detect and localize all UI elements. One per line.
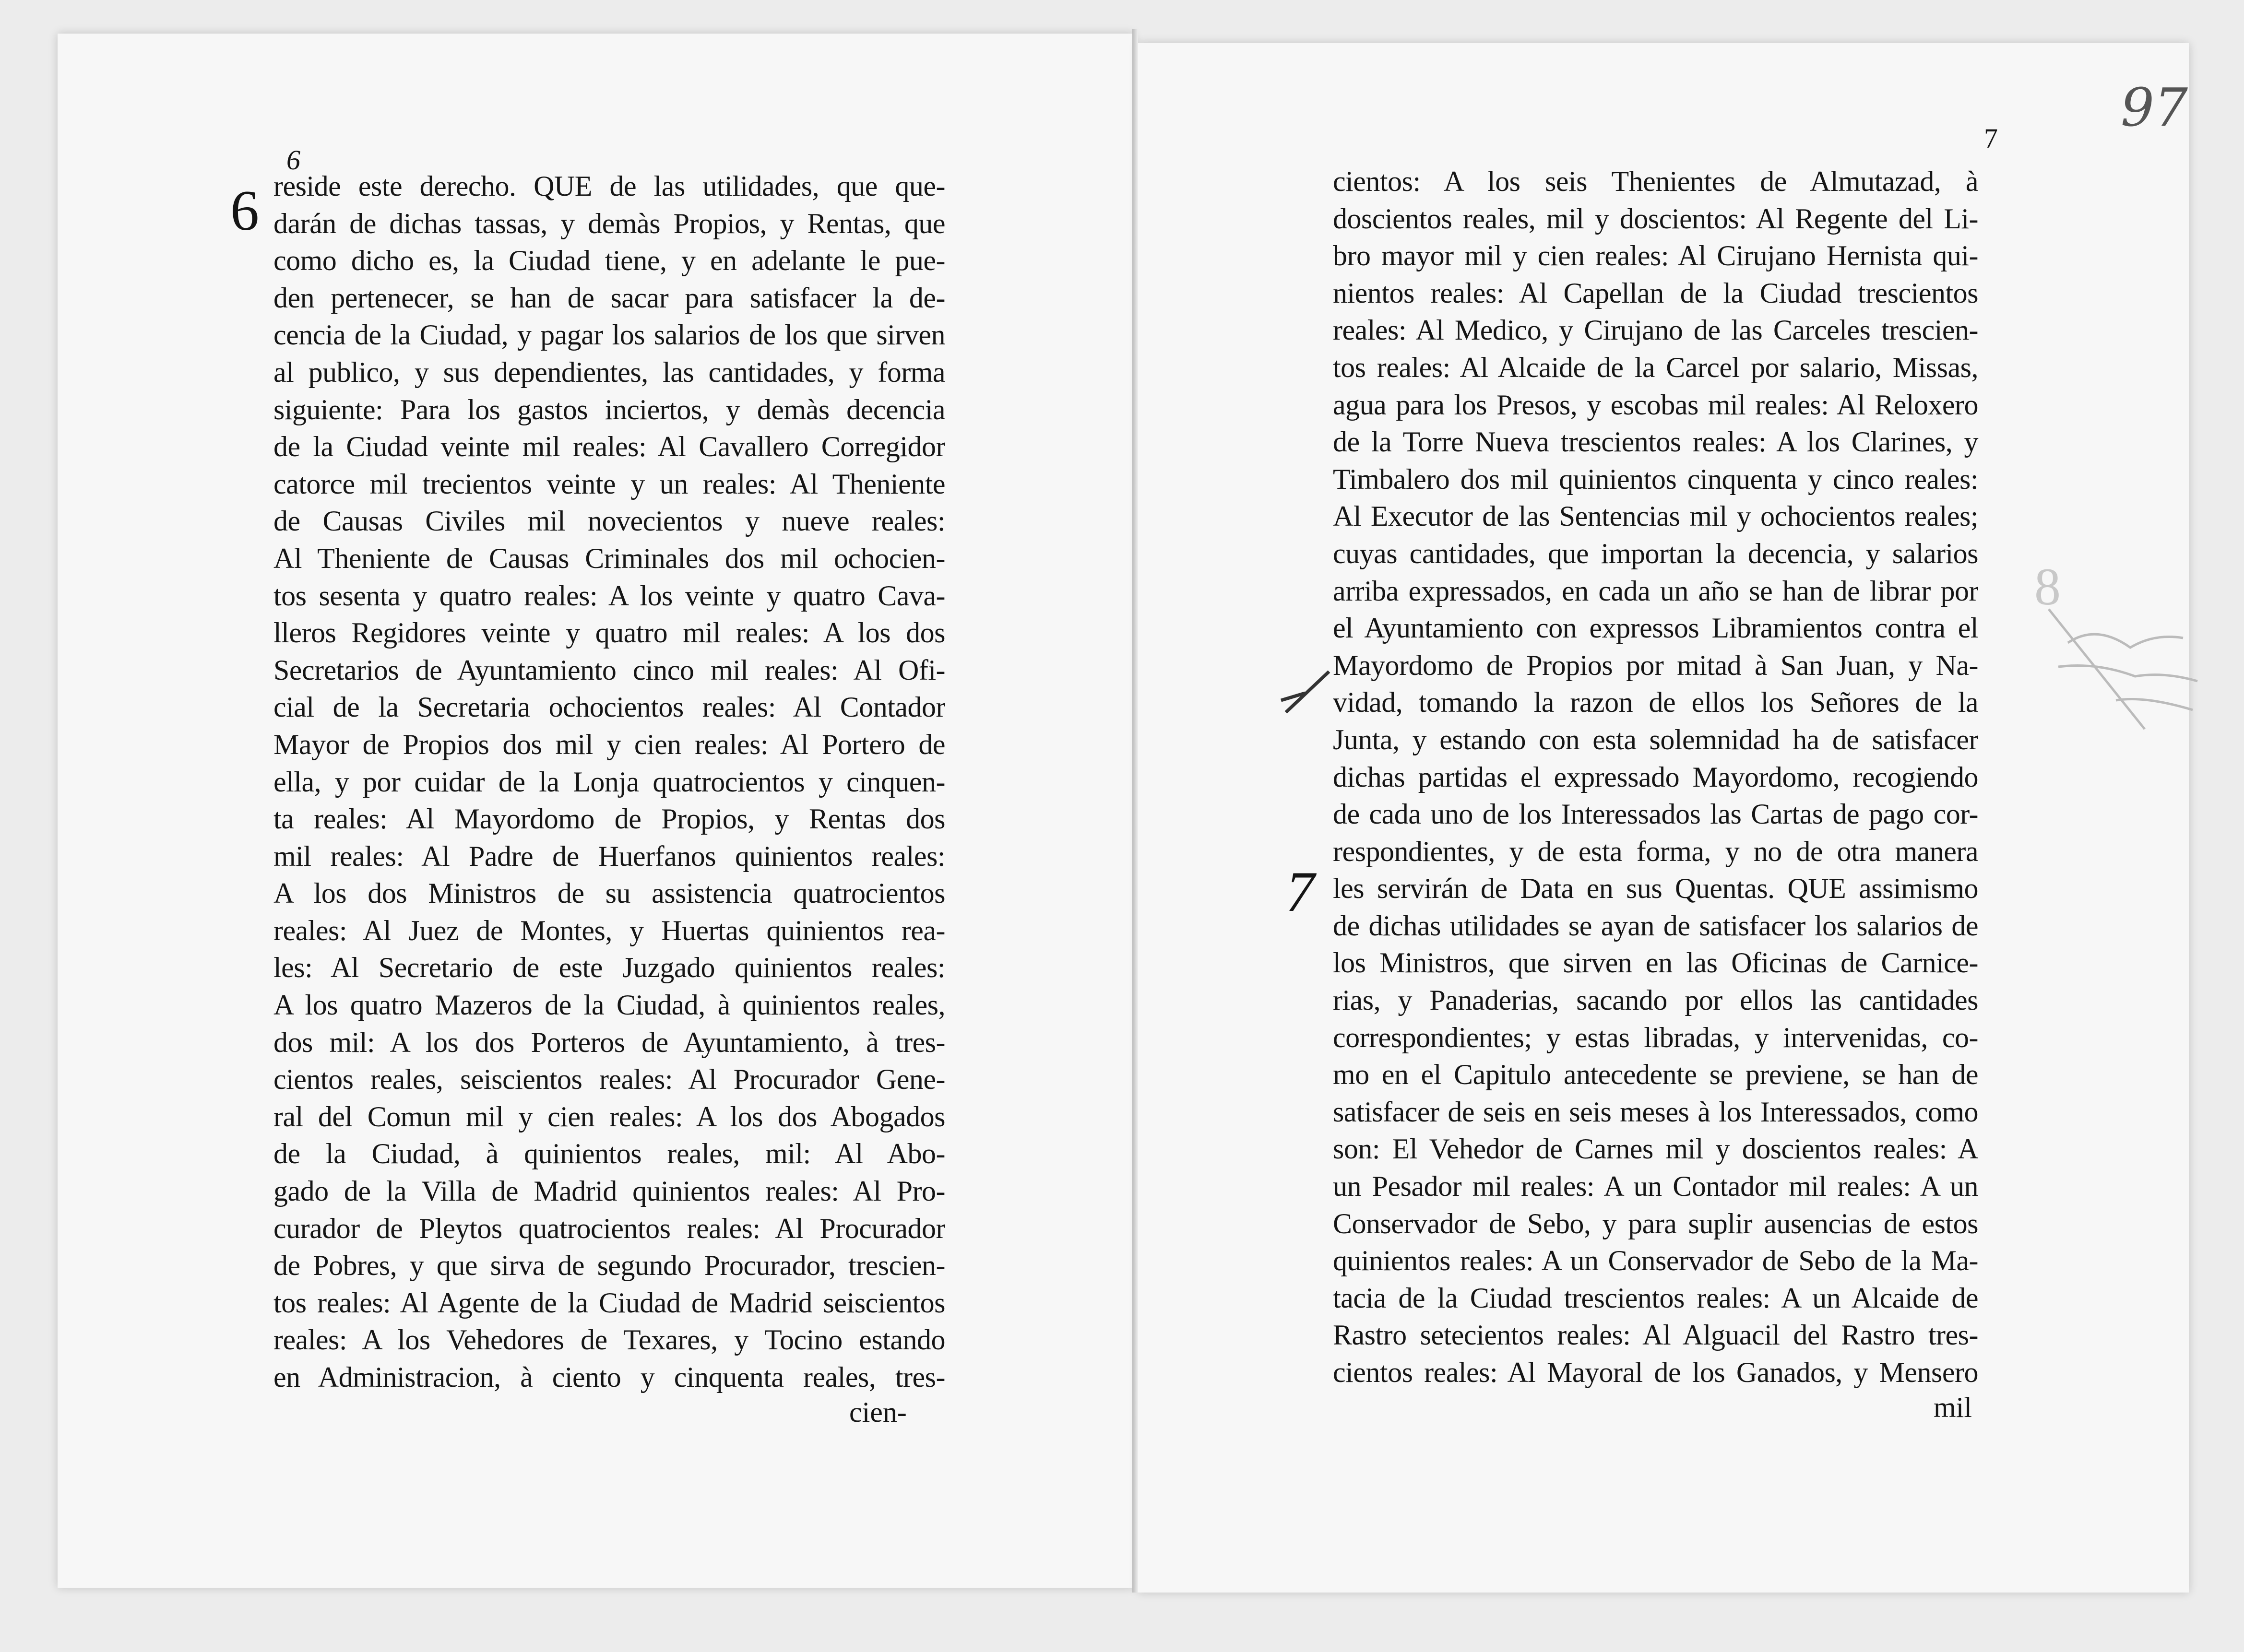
text-line: de la Ciudad veinte mil reales: Al Cavallero Corregidor — [273, 431, 945, 463]
text-line: rias, y Panaderias, sacando por ellos las cantidades — [1333, 984, 1978, 1016]
left-page-number: 6 — [286, 144, 300, 176]
text-line: cuyas cantidades, que importan la decencia, y salarios — [1333, 537, 1978, 569]
handwritten-check-mark-icon — [1276, 667, 1334, 720]
text-line: Junta, y estando con esta solemnidad ha de satisfacer — [1333, 723, 1978, 755]
faint-marginal-note-icon — [2039, 604, 2221, 748]
text-line: A los dos Ministros de su assistencia quatrocientos — [273, 877, 945, 909]
text-line: de Pobres, y que sirva de segundo Procurador, trescien- — [273, 1250, 945, 1282]
text-line: al publico, y sus dependientes, las cantidades, y forma — [273, 356, 945, 388]
text-line: mil reales: Al Padre de Huerfanos quinientos reales: — [273, 840, 945, 872]
text-line: reales: Al Juez de Montes, y Huertas quinientos rea- — [273, 914, 945, 946]
text-line: dos mil: A los dos Porteros de Ayuntamiento, à tres- — [273, 1026, 945, 1058]
text-line: reales: Al Medico, y Cirujano de las Carceles trescien- — [1333, 314, 1978, 346]
text-line: el Ayuntamiento con expressos Libramientos contra el — [1333, 612, 1978, 644]
text-line: ella, y por cuidar de la Lonja quatrocientos y cinquen- — [273, 766, 945, 798]
text-line: den pertenecer, se han de sacar para satisfacer la de- — [273, 282, 945, 314]
text-line: tacia de la Ciudad trescientos reales: A un Alcaide de — [1333, 1282, 1978, 1314]
text-line: vidad, tomando la razon de ellos los Señores de la — [1333, 686, 1978, 719]
right-catchword: mil — [1934, 1392, 1972, 1423]
text-line: un Pesador mil reales: A un Contador mil reales: A un — [1333, 1170, 1978, 1203]
text-line: en Administracion, à ciento y cinquenta reales, tres- — [273, 1361, 945, 1393]
text-line: siguiente: Para los gastos inciertos, y demàs decencia — [273, 393, 945, 425]
text-line: de la Ciudad, à quinientos reales, mil: Al Abo- — [273, 1138, 945, 1170]
right-text-column — [1333, 163, 1978, 1392]
text-line: ta reales: Al Mayordomo de Propios, y Rentas dos — [273, 803, 945, 835]
left-margin-section-number: 6 — [230, 178, 259, 242]
right-margin-section-number: 7 — [1286, 860, 1315, 923]
handwritten-folio-number: 97 — [2121, 77, 2188, 138]
text-line: de cada uno de los Interessados las Cartas de pago cor- — [1333, 798, 1978, 830]
text-line: Secretarios de Ayuntamiento cinco mil reales: Al Ofi- — [273, 654, 945, 686]
text-line: agua para los Presos, y escobas mil reales: Al Reloxero — [1333, 389, 1978, 421]
text-line: cencia de la Ciudad, y pagar los salarios de los que sirven — [273, 319, 945, 351]
text-line: mo en el Capitulo antecedente se previene, se han de — [1333, 1059, 1978, 1091]
text-line: curador de Pleytos quatrocientos reales: Al Procurador — [273, 1212, 945, 1244]
text-line: correspondientes; y estas libradas, y intervenidas, co- — [1333, 1021, 1978, 1053]
text-line: nientos reales: Al Capellan de la Ciudad trescientos — [1333, 277, 1978, 309]
text-line: como dicho es, la Ciudad tiene, y en adelante le pue- — [273, 245, 945, 277]
left-text-column — [273, 168, 945, 1396]
left-catchword: cien- — [849, 1396, 907, 1428]
book-gutter — [1132, 29, 1138, 1593]
text-line: de la Torre Nueva trescientos reales: A los Clarines, y — [1333, 426, 1978, 458]
text-line: doscientos reales, mil y doscientos: Al Regente del Li- — [1333, 202, 1978, 235]
text-line: satisfacer de seis en seis meses à los Interessados, como — [1333, 1096, 1978, 1128]
text-line: ral del Comun mil y cien reales: A los dos Abogados — [273, 1100, 945, 1133]
text-line: cial de la Secretaria ochocientos reales: Al Contador — [273, 691, 945, 723]
text-line: tos reales: Al Alcaide de la Carcel por salario, Missas, — [1333, 351, 1978, 383]
text-line: gado de la Villa de Madrid quinientos reales: Al Pro- — [273, 1175, 945, 1207]
text-line: les servirán de Data en sus Quentas. QUE assimismo — [1333, 873, 1978, 905]
text-line: darán de dichas tassas, y demàs Propios, y Rentas, que — [273, 207, 945, 239]
text-line: arriba expressados, en cada un año se han de librar por — [1333, 575, 1978, 607]
text-line: Timbalero dos mil quinientos cinquenta y cinco reales: — [1333, 463, 1978, 495]
text-line: Al Theniente de Causas Criminales dos mil ochocien- — [273, 542, 945, 574]
text-line: reside este derecho. QUE de las utilidades, que que- — [273, 170, 945, 202]
text-line: cientos reales, seiscientos reales: Al Procurador Gene- — [273, 1063, 945, 1096]
text-line: lleros Regidores veinte y quatro mil reales: A los dos — [273, 617, 945, 649]
text-line: los Ministros, que sirven en las Oficinas de Carnice- — [1333, 947, 1978, 979]
right-page-number: 7 — [1984, 123, 1998, 154]
text-line: Al Executor de las Sentencias mil y ochocientos reales; — [1333, 500, 1978, 532]
text-line: son: El Vehedor de Carnes mil y doscientos reales: A — [1333, 1133, 1978, 1165]
text-line: quinientos reales: A un Conservador de Sebo de la Ma- — [1333, 1245, 1978, 1277]
text-line: Conservador de Sebo, y para suplir ausencias de estos — [1333, 1207, 1978, 1239]
text-line: Mayordomo de Propios por mitad à San Juan, y Na- — [1333, 649, 1978, 681]
text-line: cientos: A los seis Thenientes de Almutazad, à — [1333, 165, 1978, 197]
text-line: Rastro setecientos reales: Al Alguacil del Rastro tres- — [1333, 1319, 1978, 1351]
bleed-through-number: 8 — [2034, 557, 2061, 616]
text-line: tos reales: Al Agente de la Ciudad de Madrid seiscientos — [273, 1286, 945, 1319]
text-line: dichas partidas el expressado Mayordomo, recogiendo — [1333, 761, 1978, 793]
text-line: les: Al Secretario de este Juzgado quinientos reales: — [273, 952, 945, 984]
text-line: de Causas Civiles mil novecientos y nueve reales: — [273, 505, 945, 537]
text-line: cientos reales: Al Mayoral de los Ganados, y Mensero — [1333, 1357, 1978, 1388]
text-line: A los quatro Mazeros de la Ciudad, à quinientos reales, — [273, 989, 945, 1021]
text-line: Mayor de Propios dos mil y cien reales: Al Portero de — [273, 728, 945, 760]
text-line: catorce mil trecientos veinte y un reales: Al Theniente — [273, 468, 945, 500]
text-line: reales: A los Vehedores de Texares, y Tocino estando — [273, 1324, 945, 1356]
text-line: respondientes, y de esta forma, y no de otra manera — [1333, 835, 1978, 867]
text-line: tos sesenta y quatro reales: A los veinte y quatro Cava- — [273, 579, 945, 612]
text-line: bro mayor mil y cien reales: Al Cirujano Hernista qui- — [1333, 240, 1978, 272]
text-line: de dichas utilidades se ayan de satisfacer los salarios de — [1333, 909, 1978, 942]
